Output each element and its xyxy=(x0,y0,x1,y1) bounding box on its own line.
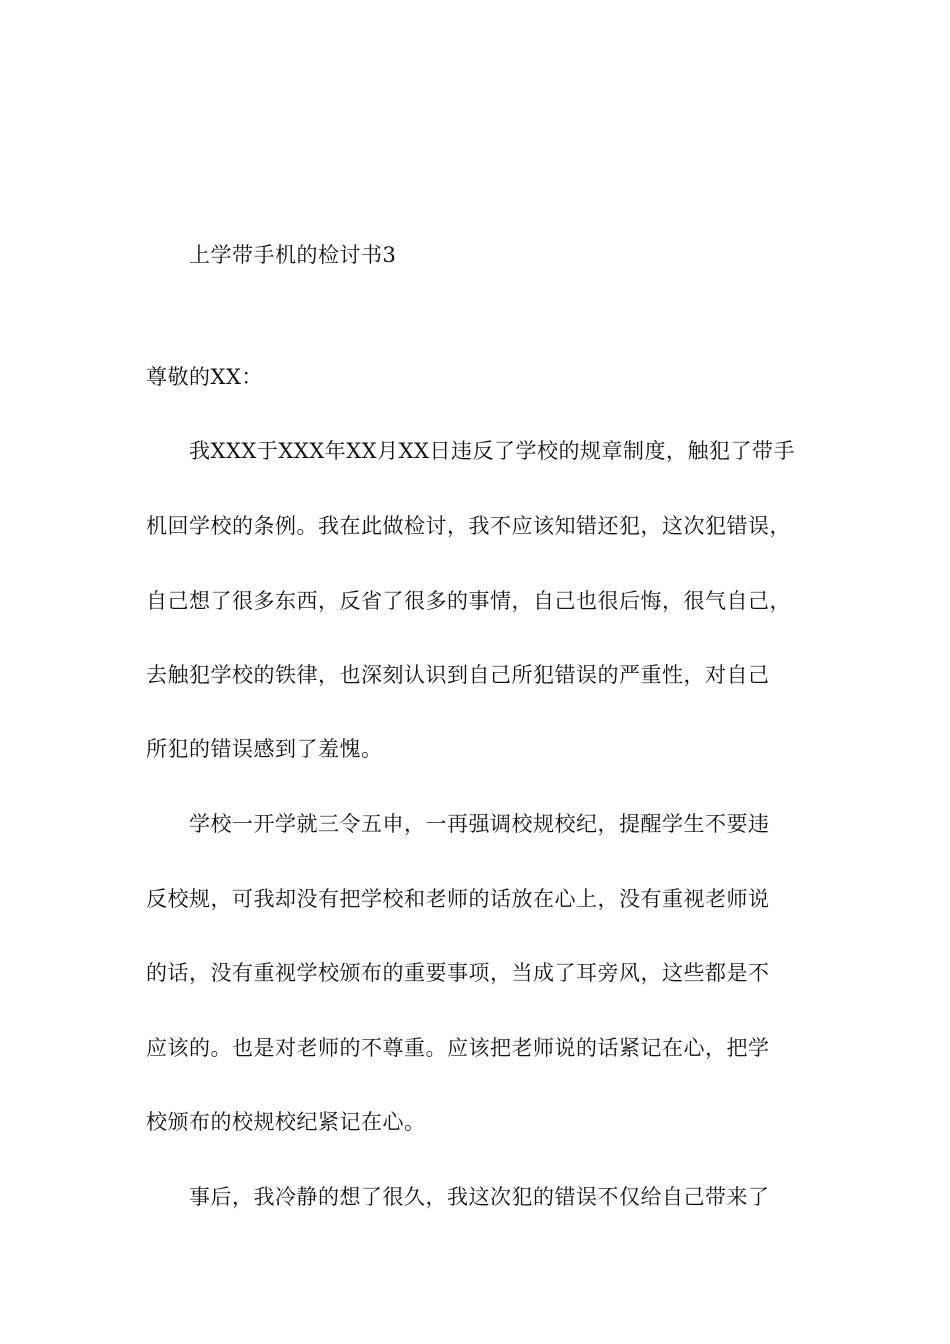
paragraph-2-line-5: 校颁布的校规校纪紧记在心。 xyxy=(146,1110,426,1134)
paragraph-2-line-1: 学校一开学就三令五申，一再强调校规校纪，提醒学生不要违 xyxy=(189,812,770,836)
paragraph-2-line-3: 的话，没有重视学校颁布的重要事项，当成了耳旁风，这些都是不 xyxy=(146,961,770,985)
document-title: 上学带手机的检讨书3 xyxy=(189,243,397,267)
paragraph-2-line-4: 应该的。也是对老师的不尊重。应该把老师说的话紧记在心，把学 xyxy=(146,1036,770,1060)
paragraph-1-line-4: 去触犯学校的铁律，也深刻认识到自己所犯错误的严重性，对自己 xyxy=(146,663,770,687)
paragraph-1-line-3: 自己想了很多东西，反省了很多的事情，自己也很后悔，很气自己， xyxy=(146,589,791,613)
paragraph-1-line-1: 我XXX于XXX年XX月XX日违反了学校的规章制度，触犯了带手 xyxy=(189,439,795,463)
paragraph-2-line-2: 反校规，可我却没有把学校和老师的话放在心上，没有重视老师说 xyxy=(146,887,770,911)
salutation: 尊敬的XX： xyxy=(146,365,263,389)
paragraph-3-line-1: 事后，我冷静的想了很久，我这次犯的错误不仅给自己带来了 xyxy=(189,1185,770,1209)
paragraph-1-line-2: 机回学校的条例。我在此做检讨，我不应该知错还犯，这次犯错误， xyxy=(146,514,791,538)
paragraph-1-line-5: 所犯的错误感到了羞愧。 xyxy=(146,737,383,761)
